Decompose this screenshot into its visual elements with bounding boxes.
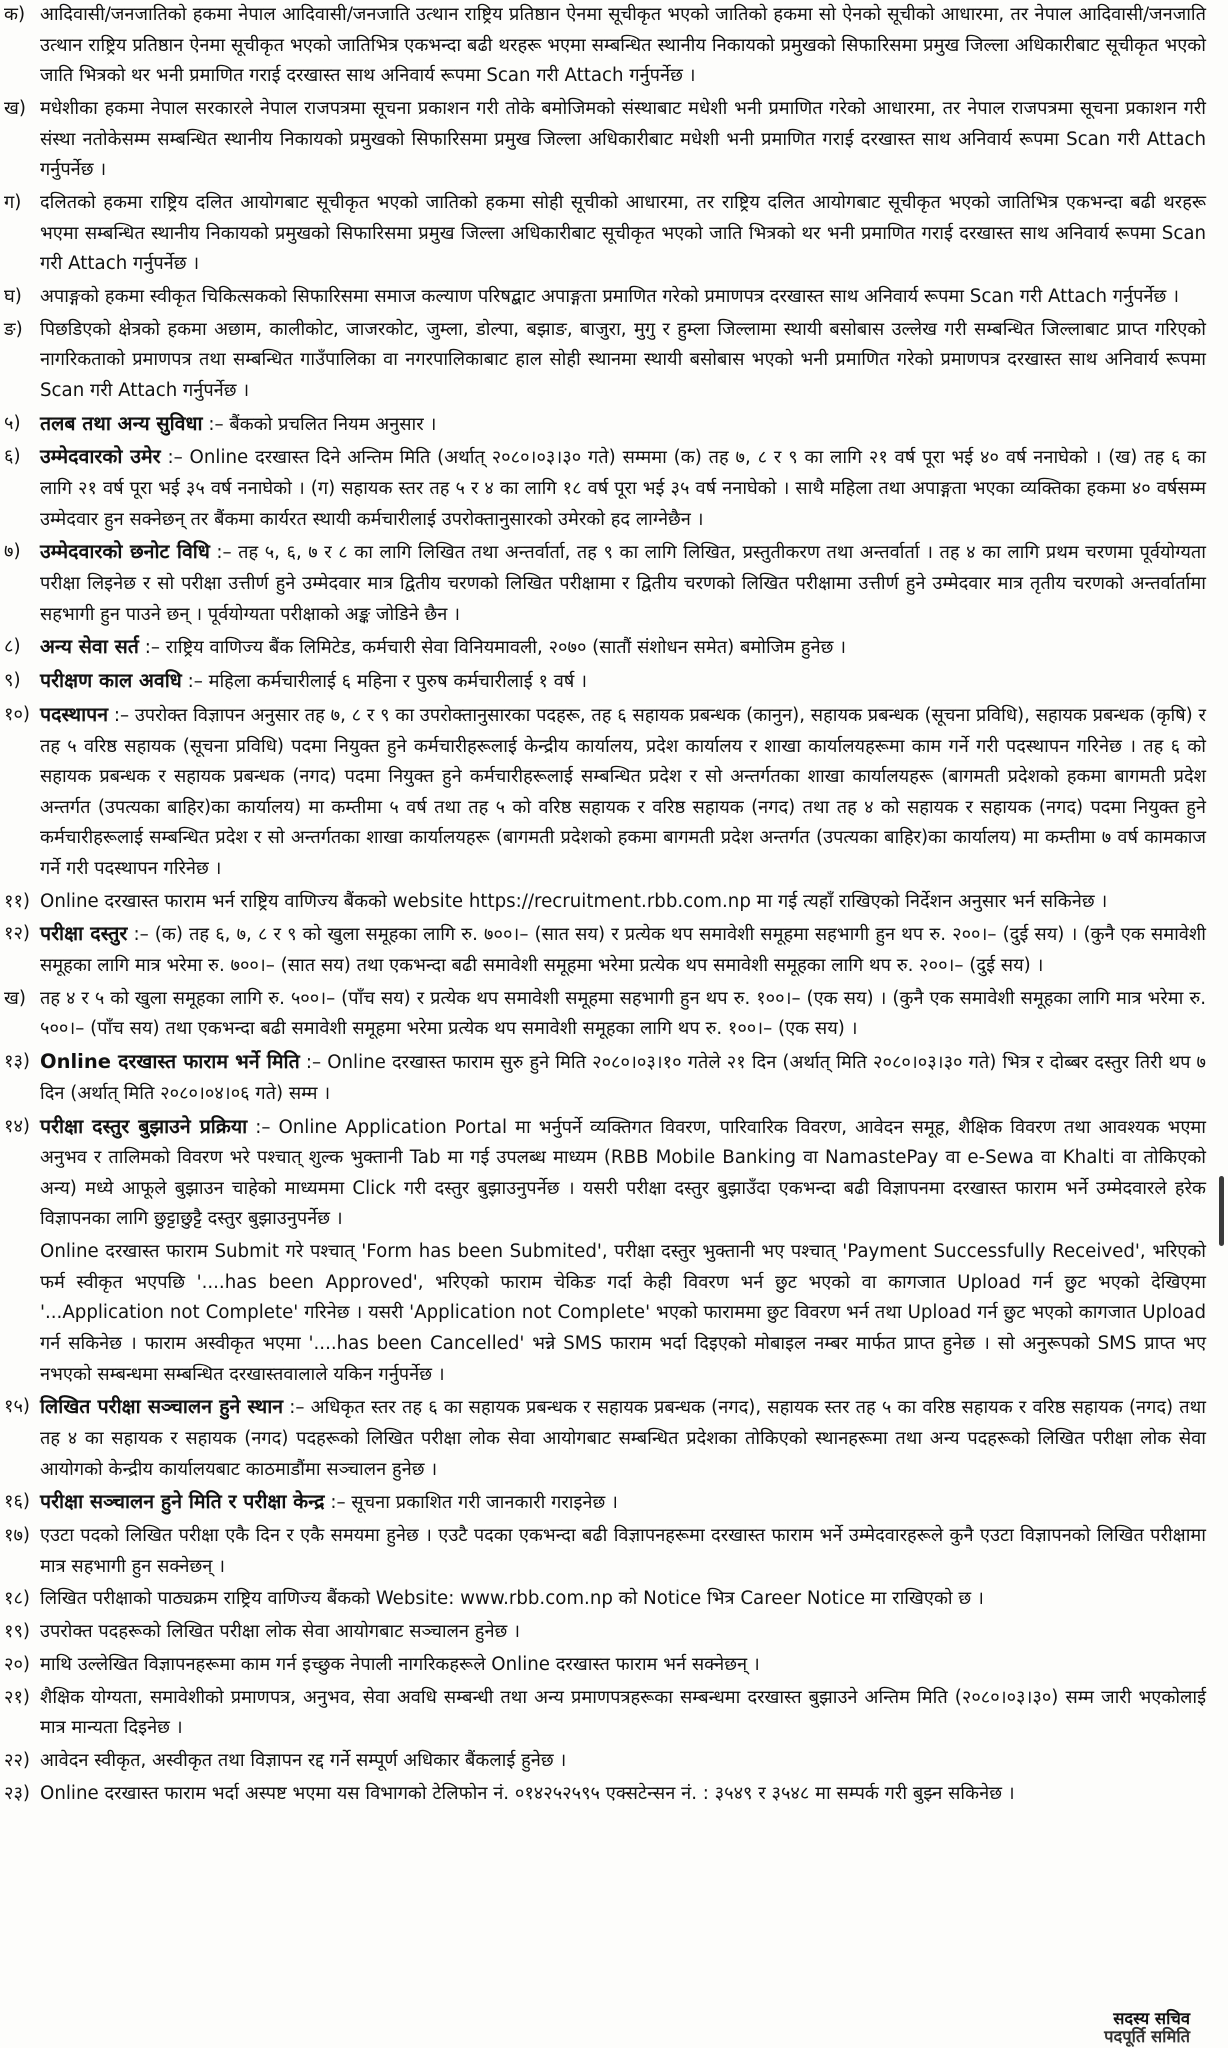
clause-body (40, 984, 1206, 1045)
clause-body (40, 188, 1206, 280)
clause-body (40, 537, 1206, 630)
clause-paragraph (4, 1112, 1206, 1235)
clause-text: दलितको हकमा राष्ट्रिय दलित आयोगबाट सूचीकृत भएको जातिको हकमा सोही सूचीको आधारमा, तर राष्ट्रिय दलित आयोगबाट सूचीकृत भएको जातिभित्र एकभन्दा बढी थरहरू भएमा सम्बन्धित स्थानीय निकायको प्रमुखको सिफारिसमा प्रमुख जिल्ला अधिकारीबाट सूचीकृत भएको जाति भित्रको थर भनी प्रमाणित गराई दरखास्त साथ अनिवार्य रूपमा Scan गरी Attach गर्नुपर्नेछ । (40, 191, 1206, 275)
clause-body (40, 442, 1206, 535)
clause-number: ११) (4, 890, 31, 912)
clause-body (40, 1683, 1206, 1744)
clause-heading: पदस्थापन (40, 702, 109, 726)
clause-body (40, 1521, 1206, 1582)
clause-number: ९) (4, 670, 21, 692)
clause-number: क) (4, 4, 26, 25)
clause-number: १४) (4, 1115, 31, 1137)
clause-heading: लिखित परीक्षा सञ्चालन हुने स्थान (40, 1395, 284, 1419)
clause-paragraph (4, 1779, 1206, 1810)
clause-text: Online दरखास्त फाराम भर्दा अस्पष्ट भएमा यस विभागको टेलिफोन नं. ०१४२५२५९५ एक्सटेन्सन नं. : ३५४९ र ३५४८ मा सम्पर्क गरी बुझ्न सकिनेछ । (40, 1782, 1015, 1804)
clause-paragraph (4, 1521, 1206, 1582)
clause-heading: Online दरखास्त फाराम भर्ने मिति (40, 1050, 300, 1074)
clause-number: २१) (4, 1686, 31, 1708)
clause-paragraph (4, 1392, 1206, 1485)
scrollbar-thumb[interactable] (1219, 1176, 1224, 1246)
clause-paragraph (4, 0, 1206, 92)
clause-body (40, 0, 1206, 92)
clause-body (40, 1584, 1206, 1615)
clause-number: ५) (4, 412, 21, 434)
clause-paragraph (4, 700, 1206, 885)
signoff-block (1104, 2008, 1190, 2048)
clause-body (40, 1047, 1206, 1109)
clause-body (40, 409, 1206, 441)
clause-number: १६) (4, 1491, 31, 1513)
clause-body (40, 1237, 1206, 1390)
clause-body (40, 1650, 1206, 1681)
clause-paragraph (4, 632, 1206, 664)
clause-paragraph (4, 1487, 1206, 1519)
clause-number: ६) (4, 446, 21, 468)
clause-body (40, 94, 1206, 186)
clause-number: १७) (4, 1525, 31, 1547)
clause-body (40, 700, 1206, 885)
clause-number: ७) (4, 541, 21, 563)
clause-paragraph (4, 1047, 1206, 1109)
clause-text: :– (क) तह ६, ७, ८ र ९ को खुला समूहका लागि रु. ७००।– (सात सय) र प्रत्येक थप समावेशी समूहमा सहभागी हुन थप रु. २००।– (दुई सय) । (कुनै एक समावेशी समूहका लागि मात्र भरेमा रु. ७००।– (सात सय) तथा एकभन्दा बढी समावेशी समूहमा भरेमा प्रत्येक थप समावेशी समूहका लागि थप रु. २००।– (दुई सय) । (40, 924, 1206, 977)
clause-text: :– तह ५, ६, ७ र ८ का लागि लिखित तथा अन्तर्वार्ता, तह ९ का लागि लिखित, प्रस्तुतीकरण तथा अन्तर्वार्ता । तह ४ का लागि प्रथम चरणमा पूर्वयोग्यता परीक्षा लिइनेछ र सो परीक्षा उत्तीर्ण हुने उम्मेदवार मात्र द्वितीय चरणको लिखित परीक्षामा र द्वितीय चरणको लिखित परीक्षामा उत्तीर्ण हुने उम्मेदवार मात्र तृतीय चरणको अन्तर्वार्तामा सहभागी हुन पाउने छन् । पूर्वयोग्यता परीक्षाको अङ्क जोडिने छैन । (40, 542, 1206, 625)
clause-heading: अन्य सेवा सर्त (40, 635, 139, 659)
clause-paragraph (4, 409, 1206, 441)
clause-text: :– Online दरखास्त फाराम सुरु हुने मिति २०८०।०३।१० गतेले २१ दिन (अर्थात् मिति २०८०।०३।३० गते) भित्र र दोब्बर दस्तुर तिरी थप ७ दिन (अर्थात् मिति २०८०।०४।०६ गते) सम्म । (40, 1052, 1206, 1104)
clause-text: पिछडिएको क्षेत्रको हकमा अछाम, कालीकोट, जाजरकोट, जुम्ला, डोल्पा, बझाङ, बाजुरा, मुगु र हुम्ला जिल्लामा स्थायी बसोबास उल्लेख गरी सम्बन्धित जिल्लाबाट प्राप्त गरिएको नागरिकताको प्रमाणपत्र तथा सम्बन्धित गाउँपालिका वा नगरपालिकाबाट हाल सोही स्थानमा स्थायी बसोबास भएको भनी प्रमाणित गरेको प्रमाणपत्र दरखास्त साथ अनिवार्य रूपमा Scan गरी Attach गर्नुपर्नेछ । (40, 318, 1206, 401)
clause-number: ख) (4, 987, 26, 1009)
clause-text: :– Online दरखास्त दिने अन्तिम मिति (अर्थात् २०८०।०३।३० गते) सम्ममा (क) तह ७, ८ र ९ का लागि २१ वर्ष पूरा भई ४० वर्ष ननाघेको । (ख) तह ६ का लागि २१ वर्ष पूरा भई ३५ वर्ष ननाघेको । (ग) सहायक स्तर तह ५ र ४ का लागि १८ वर्ष पूरा भई ३५ वर्ष ननाघेको । साथै महिला तथा अपाङ्गता भएका व्यक्तिका हकमा ४० वर्षसम्म उम्मेदवार हुन सक्नेछन् तर बैंकमा कार्यरत स्थायी कर्मचारीलाई उपरोक्तानुसारको उमेरको हद लाग्नेछैन । (40, 447, 1207, 530)
notice-clauses (4, 0, 1206, 1810)
clause-text: :– बैंकको प्रचलित नियम अनुसार । (202, 413, 437, 435)
clause-paragraph (4, 984, 1206, 1045)
clause-number: १५) (4, 1396, 31, 1418)
clause-heading: उम्मेदवारको उमेर (40, 445, 161, 469)
clause-number: घ) (4, 285, 22, 307)
clause-text: उपरोक्त पदहरूको लिखित परीक्षा लोक सेवा आयोगबाट सञ्चालन हुनेछ । (40, 1621, 520, 1643)
clause-text: :– अधिकृत स्तर तह ६ का सहायक प्रबन्धक र सहायक प्रबन्धक (नगद), सहायक स्तर तह ५ का वरिष्ठ सहायक र वरिष्ठ सहायक (नगद) तथा तह ४ का सहायक र सहायक (नगद) पदहरूको लिखित परीक्षा लोक सेवा आयोगबाट सम्बन्धित प्रदेशका तोकिएको स्थानहरूमा तथा अन्य पदहरूको लिखित परीक्षा लोक सेवा आयोगको केन्द्रीय कार्यालयबाट काठमाडौंमा सञ्चालन हुनेछ । (40, 1397, 1206, 1480)
clause-number: ङ) (4, 318, 23, 340)
clause-number: ८) (4, 636, 21, 658)
clause-text: :– सूचना प्रकाशित गरी जानकारी गराइनेछ । (324, 1492, 618, 1514)
clause-body (40, 1487, 1206, 1519)
clause-heading: परीक्षा दस्तुर बुझाउने प्रक्रिया (40, 1114, 248, 1138)
clause-number: १८) (4, 1588, 31, 1610)
clause-body (40, 1617, 1206, 1648)
clause-paragraph (4, 1746, 1206, 1777)
signoff-committee: पदपूर्ति समिति (1104, 2027, 1190, 2046)
clause-text: :– उपरोक्त विज्ञापन अनुसार तह ७, ८ र ९ का उपरोक्तानुसारका पदहरू, तह ६ सहायक प्रबन्धक (कानुन), सहायक प्रबन्धक (सूचना प्रविधि), सहायक प्रबन्धक (कृषि) र तह ५ वरिष्ठ सहायक (सूचना प्रविधि) पदमा नियुक्त हुने कर्मचारीहरूलाई केन्द्रीय कार्यालय, प्रदेश कार्यालय र शाखा कार्यालयहरूमा काम गर्ने गरी पदस्थापन गरिनेछ । तह ६ को सहायक प्रबन्धक र सहायक प्रबन्धक (नगद) पदमा नियुक्त हुने कर्मचारीहरूलाई सम्बन्धित प्रदेश र सो अन्तर्गतका शाखा कार्यालयहरू (बागमती प्रदेशको हकमा बागमती प्रदेश अन्तर्गत (उपत्यका बाहिर)का कार्यालय) मा कम्तीमा ५ वर्ष तथा तह ५ को वरिष्ठ सहायक र वरिष्ठ सहायक (नगद) तथा तह ४ को सहायक र सहायक (नगद) पदमा नियुक्त हुने कर्मचारीहरूलाई सम्बन्धित प्रदेश र सो अन्तर्गतका शाखा कार्यालयहरू (बागमती प्रदेशको हकमा बागमती प्रदेश अन्तर्गत (उपत्यका बाहिर)का कार्यालय) मा कम्तीमा ७ वर्ष कामकाज गर्ने गरी पदस्थापन गरिनेछ । (40, 704, 1206, 879)
clause-paragraph (4, 1650, 1206, 1681)
clause-paragraph (4, 1683, 1206, 1744)
clause-text: लिखित परीक्षाको पाठ्यक्रम राष्ट्रिय वाणिज्य बैंकको Website: www.rbb.com.np को Notice भित्र Career Notice मा राखिएको छ । (40, 1588, 984, 1610)
clause-body (40, 1392, 1206, 1485)
clause-number: २०) (4, 1654, 31, 1675)
clause-number: २२) (4, 1750, 31, 1772)
clause-paragraph (4, 188, 1206, 280)
clause-body (40, 632, 1206, 664)
clause-heading: तलब तथा अन्य सुविधा (40, 411, 203, 435)
clause-text: आवेदन स्वीकृत, अस्वीकृत तथा विज्ञापन रद्द गर्ने सम्पूर्ण अधिकार बैंकलाई हुनेछ । (40, 1750, 567, 1772)
clause-text: :– राष्ट्रिय वाणिज्य बैंक लिमिटेड, कर्मचारी सेवा विनियमावली, २०७० (सातौं संशोधन समेत) बमोजिम हुनेछ । (138, 637, 846, 659)
clause-heading: परीक्षण काल अवधि (40, 669, 182, 693)
clause-body (40, 666, 1206, 698)
signoff-title: सदस्य सचिव (1113, 2009, 1190, 2028)
clause-text: एउटा पदको लिखित परीक्षा एकै दिन र एकै समयमा हुनेछ । एउटै पदका एकभन्दा बढी विज्ञापनहरूमा दरखास्त फाराम भर्ने उम्मेदवारहरूले कुनै एउटा विज्ञापनको लिखित परीक्षामा मात्र सहभागी हुन सक्नेछन् । (40, 1525, 1206, 1577)
clause-paragraph (4, 282, 1206, 313)
clause-text: :– Online Application Portal मा भर्नुपर्ने व्यक्तिगत विवरण, पारिवारिक विवरण, आवेदन समूह, शैक्षिक विवरण तथा आवश्यक भएमा अनुभव र तालिमको विवरण भरे पश्चात् शुल्क भुक्तानी Tab मा गई उपलब्ध माध्यम (RBB Mobile Banking वा NamastePay वा e-Sewa वा Khalti वा तोकिएको अन्य) मध्ये आफूले बुझाउन चाहेको माध्यममा Click गरी दस्तुर बुझाउनुपर्नेछ । यसरी परीक्षा दस्तुर बुझाउँदा एकभन्दा बढी विज्ञापनमा दरखास्त फाराम भर्ने उम्मेदवारले हरेक विज्ञापनका लागि छुट्टाछुट्टै दस्तुर बुझाउनुपर्नेछ । (40, 1116, 1206, 1230)
clause-text: अपाङ्गको हकमा स्वीकृत चिकित्सकको सिफारिसमा समाज कल्याण परिषद्बाट अपाङ्गता प्रमाणित गरेको प्रमाणपत्र दरखास्त साथ अनिवार्य रूपमा Scan गरी Attach गर्नुपर्नेछ । (40, 285, 1179, 307)
clause-heading: परीक्षा दस्तुर (40, 922, 128, 946)
clause-text: :– महिला कर्मचारीलाई ६ महिना र पुरुष कर्मचारीलाई १ वर्ष । (181, 671, 587, 693)
clause-paragraph (4, 1584, 1206, 1615)
clause-paragraph (4, 94, 1206, 186)
clause-paragraph (40, 1237, 1206, 1390)
clause-number: १३) (4, 1051, 31, 1073)
clause-body (40, 1779, 1206, 1810)
clause-number: ख) (4, 97, 26, 119)
clause-paragraph (4, 666, 1206, 698)
clause-text: शैक्षिक योग्यता, समावेशीको प्रमाणपत्र, अनुभव, सेवा अवधि सम्बन्धी तथा अन्य प्रमाणपत्रहरूका सम्बन्धमा दरखास्त बुझाउने अन्तिम मिति (२०८०।०३।३०) सम्म जारी भएकोलाई मात्र मान्यता दिइनेछ । (40, 1686, 1206, 1739)
clause-text: तह ४ र ५ को खुला समूहका लागि रु. ५००।– (पाँच सय) र प्रत्येक थप समावेशी समूहमा सहभागी हुन थप रु. १००।– (एक सय) । (कुनै एक समावेशी समूहका लागि मात्र भरेमा रु. ५००।– (पाँच सय) तथा एकभन्दा बढी समावेशी समूहमा भरेमा प्रत्येक थप समावेशी समूहका लागि थप रु. १००।– (एक सय) । (40, 987, 1206, 1040)
clause-text: मधेशीका हकमा नेपाल सरकारले नेपाल राजपत्रमा सूचना प्रकाशन गरी तोके बमोजिमको संस्थाबाट मधेशी भनी प्रमाणित गरेको आधारमा, तर नेपाल राजपत्रमा सूचना प्रकाशन गरी संस्था नतोकेसम्म सम्बन्धित स्थानीय निकायको प्रमुखको सिफारिसमा प्रमुख जिल्ला अधिकारीबाट मधेशी भनी प्रमाणित गराई दरखास्त साथ अनिवार्य रूपमा Scan गरी Attach गर्नुपर्नेछ । (40, 97, 1206, 181)
clause-text: Online दरखास्त फाराम भर्न राष्ट्रिय वाणिज्य बैंकको website https://recruitment.rbb.com.np मा गई त्यहाँ राखिएको निर्देशन अनुसार भर्न सकिनेछ । (40, 890, 1108, 912)
clause-heading: उम्मेदवारको छनोट विधि (40, 540, 210, 564)
clause-number: १९) (4, 1621, 31, 1643)
clause-text: माथि उल्लेखित विज्ञापनहरूमा काम गर्न इच्छुक नेपाली नागरिकहरूले Online दरखास्त फाराम भर्न सक्नेछन् । (40, 1654, 760, 1675)
clause-paragraph (4, 537, 1206, 630)
clause-text: Online दरखास्त फाराम Submit गरे पश्चात् 'Form has been Submited', परीक्षा दस्तुर भुक्तानी भए पश्चात् 'Payment Successfully Received', भरिएको फर्म स्वीकृत भएपछि '....has been Approved', भरिएको फाराम चेकिङ गर्दा केही विवरण भर्न छुट भएको वा कागजात Upload गर्न छुट भएको देखिएमा '...Application not Complete' गरिनेछ । यसरी 'Application not Complete' भएको फाराममा छुट विवरण भर्न तथा Upload गर्न छुट भएको कागजात Upload गर्न सकिनेछ । फाराम अस्वीकृत भएमा '....has been Cancelled' भन्ने SMS फाराम भर्दा दिइएको मोबाइल नम्बर मार्फत प्राप्त हुनेछ । सो अनुरूपको SMS प्राप्त भए नभएको सम्बन्धमा सम्बन्धित दरखास्तवालाले यकिन गर्नुपर्नेछ । (40, 1241, 1206, 1385)
clause-body (40, 315, 1206, 407)
clause-number: १२) (4, 923, 31, 945)
clause-number: ग) (4, 191, 22, 213)
clause-number: २३) (4, 1782, 31, 1804)
clause-heading: परीक्षा सञ्चालन हुने मिति र परीक्षा केन्द्र (40, 1490, 325, 1514)
clause-paragraph (4, 315, 1206, 407)
clause-body (40, 919, 1206, 981)
clause-body (40, 1112, 1206, 1235)
clause-body (40, 1746, 1206, 1777)
clause-text: आदिवासी/जनजातिको हकमा नेपाल आदिवासी/जनजाति उत्थान राष्ट्रिय प्रतिष्ठान ऐनमा सूचीकृत भएको जातिको हकमा सो ऐनको सूचीको आधारमा, तर नेपाल आदिवासी/जनजाति उत्थान राष्ट्रिय प्रतिष्ठान ऐनमा सूचीकृत भएको जातिभित्र एकभन्दा बढी थरहरू भएमा सम्बन्धित स्थानीय निकायको प्रमुखको सिफारिसमा प्रमुख जिल्ला अधिकारीबाट सूचीकृत भएको जाति भित्रको थर भनी प्रमाणित गराई दरखास्त साथ अनिवार्य रूपमा Scan गरी Attach गर्नुपर्नेछ । (40, 4, 1206, 87)
clause-body (40, 282, 1206, 313)
clause-paragraph (4, 442, 1206, 535)
clause-paragraph (4, 1617, 1206, 1648)
clause-number: १०) (4, 703, 31, 725)
clause-paragraph (4, 887, 1206, 918)
clause-body (40, 887, 1206, 918)
clause-paragraph (4, 919, 1206, 981)
